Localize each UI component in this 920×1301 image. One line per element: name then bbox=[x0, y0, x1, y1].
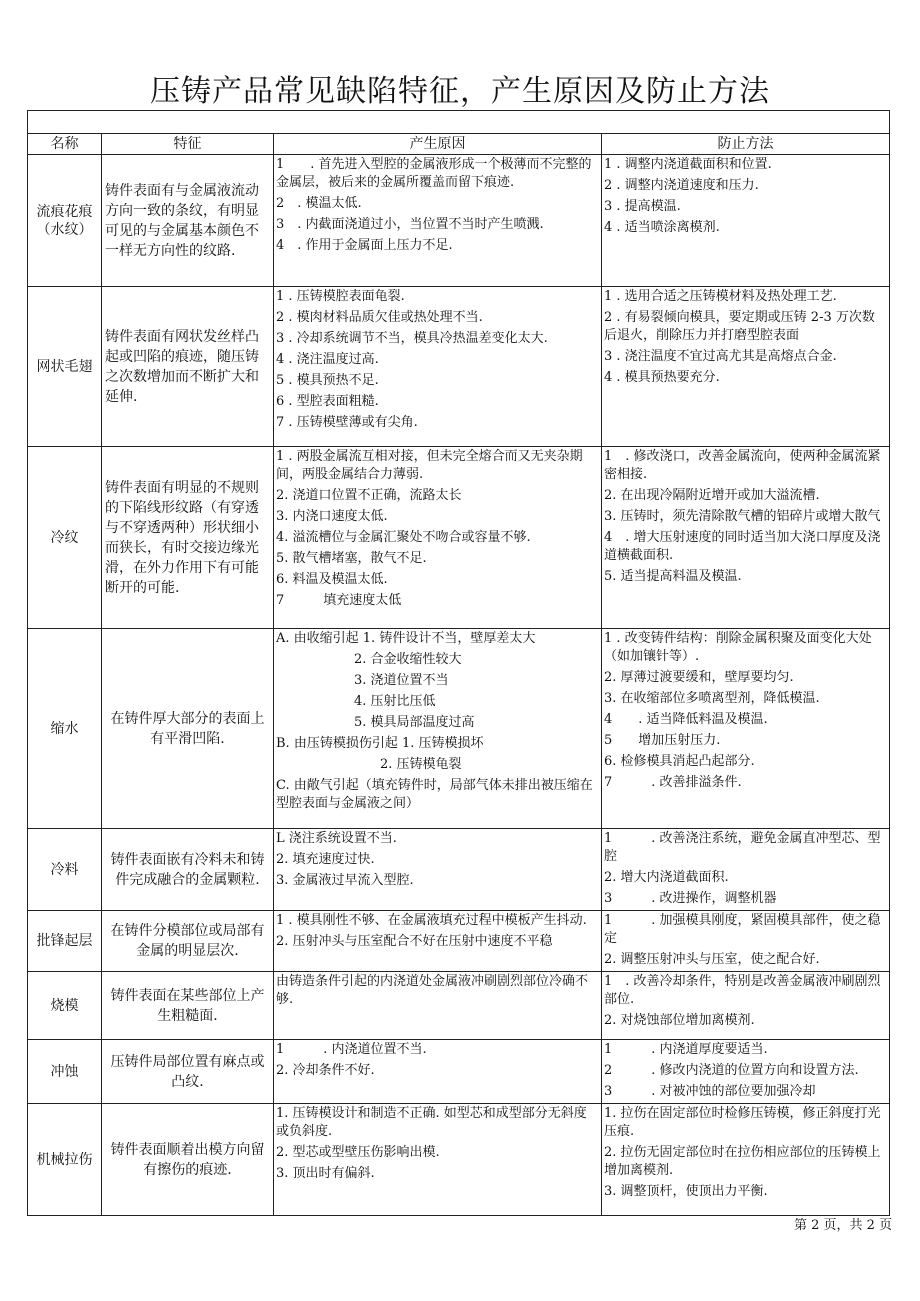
prevent-item: 3 . 对被冲蚀的部位要加强冷却 bbox=[604, 1084, 816, 1099]
header-cause: 产生原因 bbox=[274, 134, 602, 155]
cause-item: 3. 内浇口速度太低. bbox=[276, 509, 388, 524]
defect-name: 流痕花痕（水纹） bbox=[28, 155, 102, 287]
defect-feature: 在铸件厚大部分的表面上有平滑凹陷. bbox=[102, 629, 274, 829]
defect-causes bbox=[274, 629, 602, 829]
defect-feature: 铸件表面有网状发丝样凸起或凹陷的痕迹，随压铸之次数增加而不断扩大和延伸. bbox=[102, 287, 274, 447]
table-row bbox=[28, 972, 890, 1040]
defect-causes bbox=[274, 1040, 602, 1104]
defect-feature: 铸件表面有明显的不规则的下陷线形纹路（有穿透与不穿透两种）形状细小而狭长，有时交接边缘光滑，在外力作用下有可能断开的可能. bbox=[102, 447, 274, 629]
cause-item: 4. 压射比压低 bbox=[276, 694, 436, 709]
prevent-item: 2 . 有易裂倾向模具，要定期或压铸 2-3 万次数 后退火，削除压力并打磨型腔表面 bbox=[604, 310, 901, 343]
cause-item: 2. 浇道口位置不正确，流路太长 bbox=[276, 488, 462, 503]
prevent-item: 4 . 增大压射速度的同时适当加大浇口厚度及浇道横截面积. bbox=[604, 530, 881, 563]
prevent-item: 1 . 改善冷却条件，特别是改善金属液冲刷剧烈部位. bbox=[604, 974, 881, 1007]
prevent-item: 7 . 改善排溢条件. bbox=[604, 775, 742, 790]
prevent-item: 1 . 加强模具刚度，紧固模具部件，使之稳定 bbox=[604, 913, 881, 946]
table-row bbox=[28, 155, 890, 287]
defect-prevents bbox=[602, 629, 890, 829]
cause-item: 2. 填充速度过快. bbox=[276, 852, 375, 867]
cause-item: 2. 合金收缩性较大 bbox=[276, 652, 462, 667]
table-header-row bbox=[28, 134, 890, 155]
prevent-item: 2. 在出现冷隔附近增开或加大溢流槽. bbox=[604, 488, 820, 503]
prevent-item: 2 . 修改内浇道的位置方向和设置方法. bbox=[604, 1063, 859, 1078]
defect-feature: 压铸件局部位置有麻点或凸纹. bbox=[102, 1040, 274, 1104]
prevent-item: 1 . 内浇道厚度要适当. bbox=[604, 1042, 768, 1057]
prevent-item: 1. 拉伤在固定部位时检修压铸模，修正斜度打光压痕. bbox=[604, 1106, 881, 1139]
cause-item: 4 . 作用于金属面上压力不足. bbox=[276, 238, 453, 253]
cause-item: A. 由收缩引起 1. 铸件设计不当，壁厚差太大 bbox=[276, 631, 536, 646]
defect-prevents bbox=[602, 911, 890, 972]
defect-name: 冷料 bbox=[28, 829, 102, 911]
cause-item: 由铸造条件引起的内浇道处金属液冲刷剧烈部位冷确不够. bbox=[276, 974, 589, 1007]
page-title: 压铸产品常见缺陷特征，产生原因及防止方法 bbox=[150, 74, 770, 109]
defect-feature: 在铸件分模部位或局部有金属的明显层次. bbox=[102, 911, 274, 972]
header-name: 名称 bbox=[28, 134, 102, 155]
cause-item: 6. 料温及模温太低. bbox=[276, 572, 388, 587]
cause-item: 2. 冷却条件不好. bbox=[276, 1063, 375, 1078]
cause-item: L 浇注系统设置不当. bbox=[276, 831, 397, 846]
defect-name: 批锋起层 bbox=[28, 911, 102, 972]
prevent-item: 4 . 模具预热要充分. bbox=[604, 370, 720, 385]
defect-prevents bbox=[602, 1104, 890, 1216]
defect-prevents bbox=[602, 155, 890, 287]
cause-item: 1 . 首先进入型腔的金属液形成一个极薄而不完整的金属层，被后来的金属所覆盖而留下痕迹. bbox=[276, 157, 592, 190]
defect-feature: 铸件表面顺着出模方向留有擦伤的痕迹. bbox=[102, 1104, 274, 1216]
prevent-item: 3. 压铸时，须先清除散气槽的铝碎片或增大散气 bbox=[604, 509, 881, 524]
prevent-item: 4 . 适当降低料温及模温. bbox=[604, 712, 768, 727]
cause-item: 1 . 两股金属流互相对接，但未完全熔合而又无夹杂期间，两股金属结合力薄弱. bbox=[276, 449, 583, 482]
cause-item: 4. 溢流槽位与金属汇聚处不吻合或容量不够. bbox=[276, 530, 531, 545]
defect-name: 冲蚀 bbox=[28, 1040, 102, 1104]
defect-causes bbox=[274, 911, 602, 972]
prevent-item: 1 . 改变铸件结构：削除金属积聚及面变化大处（如加镶针等）. bbox=[604, 631, 872, 664]
cause-item: 1 . 内浇道位置不当. bbox=[276, 1042, 427, 1057]
defect-feature: 铸件表面嵌有冷料未和铸件完成融合的金属颗粒. bbox=[102, 829, 274, 911]
defect-causes bbox=[274, 1104, 602, 1216]
table-row bbox=[28, 629, 890, 829]
defect-prevents bbox=[602, 972, 890, 1040]
defect-prevents bbox=[602, 447, 890, 629]
prevent-item: 3 . 改进操作，调整机器 bbox=[604, 891, 777, 906]
table-row bbox=[28, 1040, 890, 1104]
prevent-item: 5. 适当提高料温及模温. bbox=[604, 569, 742, 584]
defect-prevents bbox=[602, 287, 901, 447]
defect-prevents bbox=[602, 829, 890, 911]
cause-item: 7 . 压铸模壁薄或有尖角. bbox=[276, 415, 418, 430]
cause-item: C. 由敞气引起（填充铸件时，局部气体未排出被压缩在型腔表面与金属液之间） bbox=[276, 778, 593, 811]
cause-item: 2 . 模温太低. bbox=[276, 196, 362, 211]
cause-item: B. 由压铸模损伤引起 1. 压铸模损坏 bbox=[276, 736, 484, 751]
table-blank-row bbox=[28, 111, 890, 134]
header-prevent: 防止方法 bbox=[602, 134, 890, 155]
table-row bbox=[28, 447, 890, 629]
prevent-item: 2. 调整压射冲头与压室，使之配合好. bbox=[604, 952, 820, 967]
prevent-item: 1 . 改善浇注系统，避免金属直冲型芯、型腔 bbox=[604, 831, 881, 864]
defect-causes bbox=[274, 155, 602, 287]
defect-causes bbox=[274, 829, 602, 911]
defect-name: 网状毛翅 bbox=[28, 287, 102, 447]
defect-table bbox=[27, 110, 901, 1216]
table-row bbox=[28, 1104, 890, 1216]
prevent-item: 5 增加压射压力. bbox=[604, 733, 721, 748]
defect-name: 烧模 bbox=[28, 972, 102, 1040]
defect-name: 缩水 bbox=[28, 629, 102, 829]
prevent-item: 3. 在收缩部位多喷离型剂，降低模温. bbox=[604, 691, 820, 706]
cause-item: 3. 浇道位置不当 bbox=[276, 673, 449, 688]
cause-item: 6 . 型腔表面粗糙. bbox=[276, 394, 379, 409]
cause-item: 2. 型芯或型壁压伤影响出模. bbox=[276, 1145, 440, 1160]
defect-feature: 铸件表面在某些部位上产生粗糙面. bbox=[102, 972, 274, 1040]
prevent-item: 2. 厚薄过渡要缓和，壁厚要均匀. bbox=[604, 670, 794, 685]
prevent-item: 1 . 修改浇口，改善金属流向，使两种金属流紧密相接. bbox=[604, 449, 881, 482]
defect-causes bbox=[274, 972, 602, 1040]
cause-item: 3 . 冷却系统调节不当，模具冷热温差变化太大. bbox=[276, 331, 548, 346]
defect-causes bbox=[274, 447, 602, 629]
prevent-item: 1 . 调整内浇道截面积和位置. bbox=[604, 157, 772, 172]
prevent-item: 6. 检修模具消起凸起部分. bbox=[604, 754, 755, 769]
defect-name: 机械拉伤 bbox=[28, 1104, 102, 1216]
prevent-item: 2. 对烧蚀部位增加离模剂. bbox=[604, 1013, 755, 1028]
cause-item: 2. 压铸模龟裂 bbox=[276, 757, 462, 772]
cause-item: 1 . 压铸模腔表面龟裂. bbox=[276, 289, 405, 304]
prevent-item: 2. 拉伤无固定部位时在拉伤相应部位的压铸模上增加离模剂. bbox=[604, 1145, 881, 1178]
cause-item: 5. 散气槽堵塞，散气不足. bbox=[276, 551, 427, 566]
prevent-item: 1 . 选用合适之压铸模材料及热处理工艺. bbox=[604, 289, 837, 304]
cause-item: 3. 金属液过早流入型腔. bbox=[276, 873, 414, 888]
table-row bbox=[28, 829, 890, 911]
prevent-item: 2. 增大内浇道截面积. bbox=[604, 870, 729, 885]
defect-causes bbox=[274, 287, 602, 447]
cause-item: 5 . 模具预热不足. bbox=[276, 373, 379, 388]
cause-item: 2 . 模肉材料品质欠佳或热处理不当. bbox=[276, 310, 483, 325]
cause-item: 3. 顶出时有偏斜. bbox=[276, 1166, 375, 1181]
prevent-item: 3 . 提高模温. bbox=[604, 199, 681, 214]
table-row bbox=[28, 911, 890, 972]
defect-prevents bbox=[602, 1040, 890, 1104]
defect-name: 冷纹 bbox=[28, 447, 102, 629]
prevent-item: 3 . 浇注温度不宜过高尤其是高熔点合金. bbox=[604, 349, 837, 364]
page-footer: 第 2 页，共 2 页 bbox=[794, 1218, 893, 1233]
cause-item: 1. 压铸模设计和制造不正确. 如型芯和成型部分无斜度或负斜度. bbox=[276, 1106, 587, 1139]
cause-item: 2. 压射冲头与压室配合不好在压射中速度不平稳 bbox=[276, 934, 553, 949]
cause-item: 1 . 模具刚性不够、在金属液填充过程中模板产生抖动. bbox=[276, 913, 587, 928]
cause-item: 3 . 内截面浇道过小，当位置不当时产生喷溅. bbox=[276, 217, 544, 232]
cause-item: 4 . 浇注温度过高. bbox=[276, 352, 379, 367]
table-row bbox=[28, 287, 890, 447]
cause-item: 5. 模具局部温度过高 bbox=[276, 715, 475, 730]
prevent-item: 4 . 适当喷涂离模剂. bbox=[604, 220, 720, 235]
defect-feature: 铸件表面有与金属液流动方向一致的条纹，有明显可见的与金属基本颜色不一样无方向性的纹路. bbox=[102, 155, 274, 287]
header-feature: 特征 bbox=[102, 134, 274, 155]
cause-item: 7 填充速度太低 bbox=[276, 593, 402, 608]
prevent-item: 3. 调整顶杆，使顶出力平衡. bbox=[604, 1184, 768, 1199]
prevent-item: 2 . 调整内浇道速度和压力. bbox=[604, 178, 759, 193]
